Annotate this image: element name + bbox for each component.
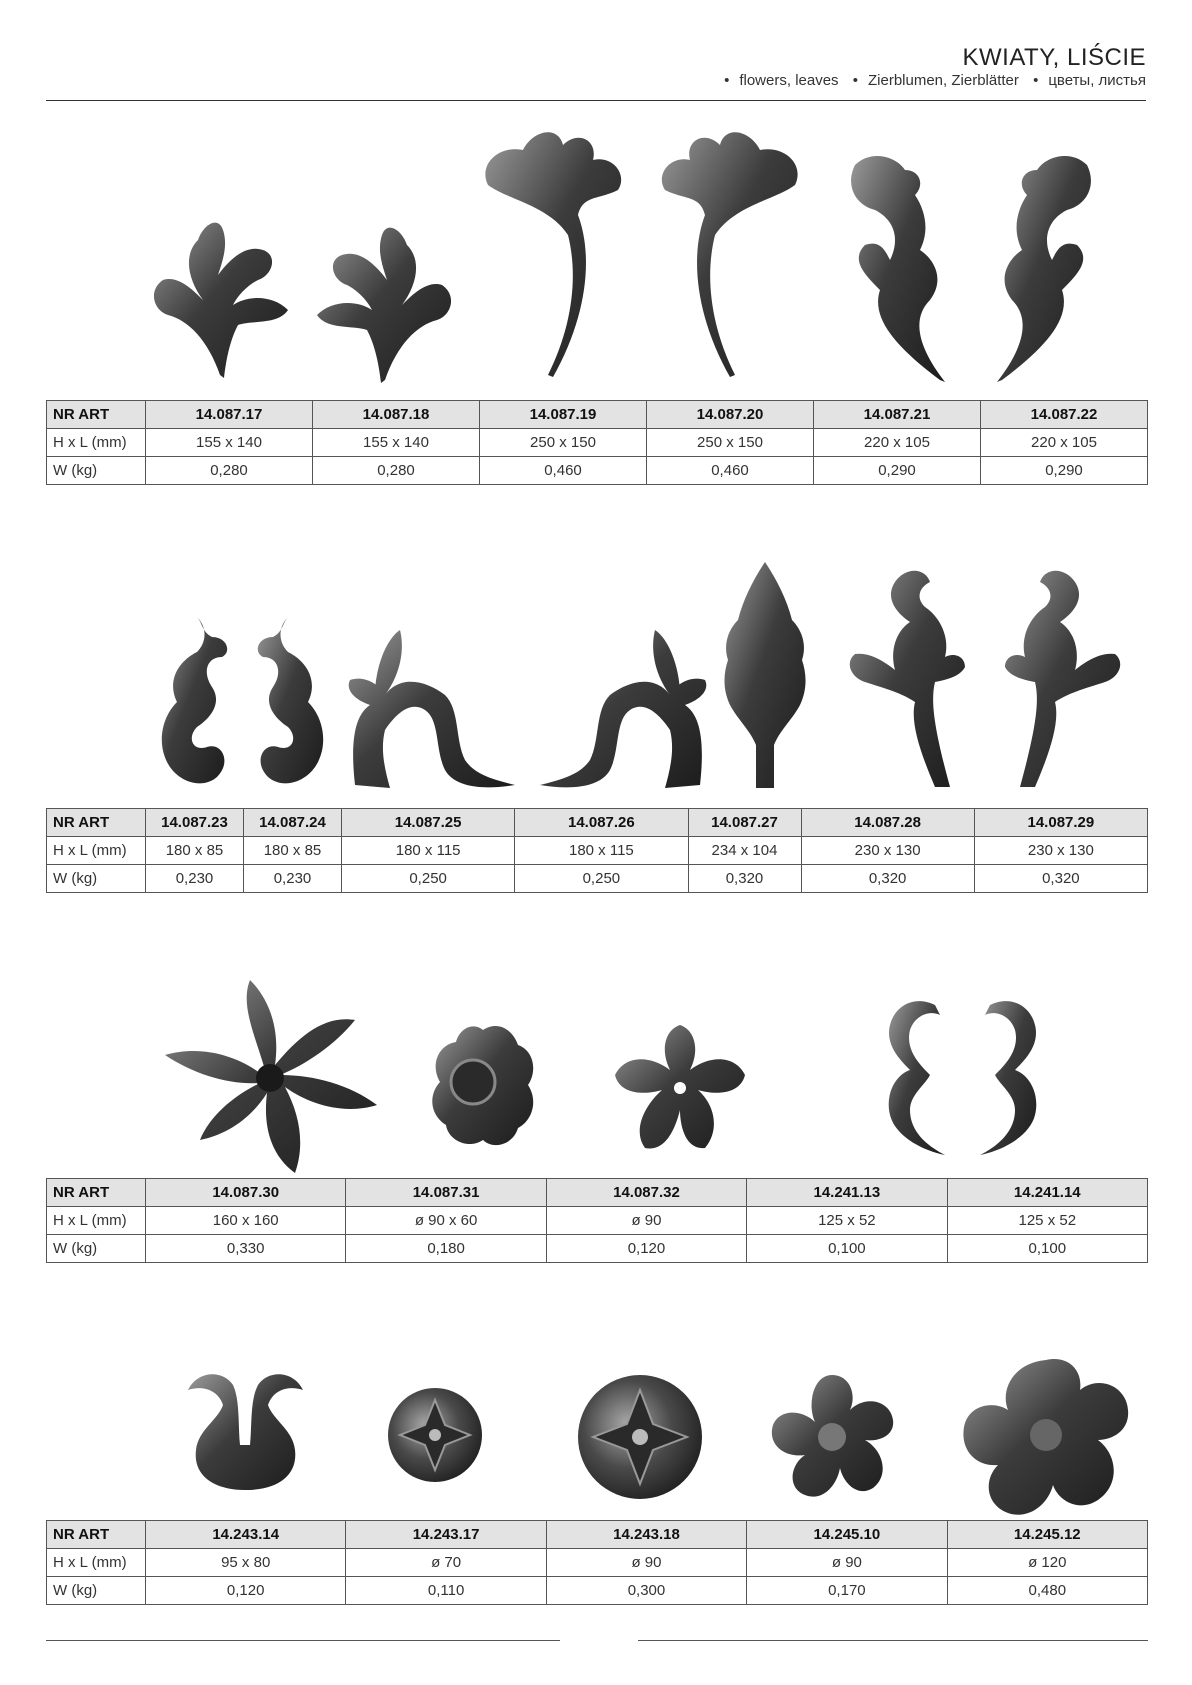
weight-value: 0,280 [313,457,480,485]
article-code: 14.087.32 [546,1179,746,1207]
article-code: 14.243.14 [146,1521,346,1549]
bullet-icon: • [1033,72,1039,89]
article-code: 14.241.13 [747,1179,947,1207]
bullet-icon: • [852,72,858,89]
dimension-value: 180 x 85 [146,837,244,865]
curved-acanthus-image [650,125,805,380]
article-code: 14.087.27 [688,809,801,837]
s-scroll-image [248,612,333,790]
article-code: 14.087.25 [342,809,515,837]
header-divider [46,100,1146,101]
dimension-value: 250 x 150 [647,429,814,457]
subtitle-ru: цветы, листья [1048,72,1146,89]
article-code: 14.087.22 [981,401,1148,429]
dimension-value: ø 90 [747,1549,947,1577]
dimension-value: ø 70 [346,1549,546,1577]
label-dimensions: H x L (mm) [47,1549,146,1577]
label-dimensions: H x L (mm) [47,429,146,457]
scroll-leaf-image [992,150,1102,385]
article-code: 14.087.24 [244,809,342,837]
article-code: 14.245.10 [747,1521,947,1549]
label-weight: W (kg) [47,865,146,893]
s-scroll-image [152,612,237,790]
article-code: 14.087.18 [313,401,480,429]
label-nr-art: NR ART [47,1521,146,1549]
scroll-leaf-image [840,150,950,385]
article-code: 14.245.12 [947,1521,1147,1549]
label-dimensions: H x L (mm) [47,1207,146,1235]
dimension-value: ø 90 x 60 [346,1207,546,1235]
c-scroll-image [875,995,950,1160]
article-code: 14.087.19 [480,401,647,429]
spec-table-3 [46,1178,1148,1263]
weight-value: 0,460 [647,457,814,485]
article-code: 14.087.28 [801,809,974,837]
article-code: 14.241.14 [947,1179,1147,1207]
large-forged-flower-image [958,1355,1133,1520]
weight-value: 0,320 [801,865,974,893]
forged-flower-image [765,1370,900,1505]
rosette-image [385,1385,485,1485]
dimension-value: 125 x 52 [947,1207,1147,1235]
weight-value: 0,280 [146,457,313,485]
weight-value: 0,100 [747,1235,947,1263]
weight-value: 0,320 [974,865,1147,893]
dimension-value: 125 x 52 [747,1207,947,1235]
weight-value: 0,250 [342,865,515,893]
weight-value: 0,250 [515,865,688,893]
page-title: KWIATY, LIŚCIE [962,44,1146,71]
dimension-value: 180 x 115 [515,837,688,865]
dimension-value: ø 90 [546,1549,746,1577]
article-code: 14.087.21 [814,401,981,429]
dimension-value: 180 x 85 [244,837,342,865]
curved-acanthus-image [478,125,633,380]
arched-leaf-image [535,620,710,790]
dimension-value: ø 90 [546,1207,746,1235]
subtitle-de: Zierblumen, Zierblätter [868,72,1019,89]
label-dimensions: H x L (mm) [47,837,146,865]
article-code: 14.087.23 [146,809,244,837]
large-flower-image [155,975,380,1175]
dimension-value: 230 x 130 [974,837,1147,865]
arched-leaf-image [345,620,520,790]
weight-value: 0,100 [947,1235,1147,1263]
bullet-icon: • [724,72,730,89]
footer-divider-right [638,1640,1148,1641]
acanthus-leaf-image [148,200,293,380]
dimension-value: 234 x 104 [688,837,801,865]
weight-value: 0,290 [814,457,981,485]
label-nr-art: NR ART [47,1179,146,1207]
article-code: 14.087.26 [515,809,688,837]
article-code: 14.087.29 [974,809,1147,837]
cup-flower-image [428,1020,538,1150]
article-code: 14.243.18 [546,1521,746,1549]
subtitle-en: flowers, leaves [739,72,839,89]
branch-leaf-image [1000,562,1130,790]
weight-value: 0,320 [688,865,801,893]
footer-divider-left [46,1640,560,1641]
article-code: 14.087.20 [647,401,814,429]
label-nr-art: NR ART [47,809,146,837]
page-subtitle [714,72,1146,89]
c-scroll-image [975,995,1050,1160]
dimension-value: 220 x 105 [814,429,981,457]
weight-value: 0,330 [146,1235,346,1263]
article-code: 14.087.17 [146,401,313,429]
weight-value: 0,480 [947,1577,1147,1605]
spec-table-4 [46,1520,1148,1605]
rosette-image [575,1372,705,1502]
weight-value: 0,110 [346,1577,546,1605]
label-weight: W (kg) [47,1577,146,1605]
spec-table-1 [46,400,1148,485]
label-nr-art: NR ART [47,401,146,429]
acanthus-leaf-image [312,205,457,385]
article-code: 14.087.30 [146,1179,346,1207]
weight-value: 0,120 [546,1235,746,1263]
tulip-leaf-image [178,1365,313,1495]
weight-value: 0,290 [981,457,1148,485]
weight-value: 0,120 [146,1577,346,1605]
dimension-value: 250 x 150 [480,429,647,457]
article-code: 14.087.31 [346,1179,546,1207]
dimension-value: 95 x 80 [146,1549,346,1577]
weight-value: 0,170 [747,1577,947,1605]
spec-table-2 [46,808,1148,893]
five-petal-flower-image [610,1020,750,1155]
label-weight: W (kg) [47,1235,146,1263]
weight-value: 0,230 [244,865,342,893]
weight-value: 0,460 [480,457,647,485]
article-code: 14.243.17 [346,1521,546,1549]
dimension-value: 155 x 140 [146,429,313,457]
label-weight: W (kg) [47,457,146,485]
weight-value: 0,230 [146,865,244,893]
dimension-value: 230 x 130 [801,837,974,865]
weight-value: 0,300 [546,1577,746,1605]
dimension-value: 155 x 140 [313,429,480,457]
dimension-value: 220 x 105 [981,429,1148,457]
dimension-value: 180 x 115 [342,837,515,865]
dimension-value: 160 x 160 [146,1207,346,1235]
weight-value: 0,180 [346,1235,546,1263]
dimension-value: ø 120 [947,1549,1147,1577]
branch-leaf-image [840,562,970,790]
upright-leaf-image [722,560,808,790]
